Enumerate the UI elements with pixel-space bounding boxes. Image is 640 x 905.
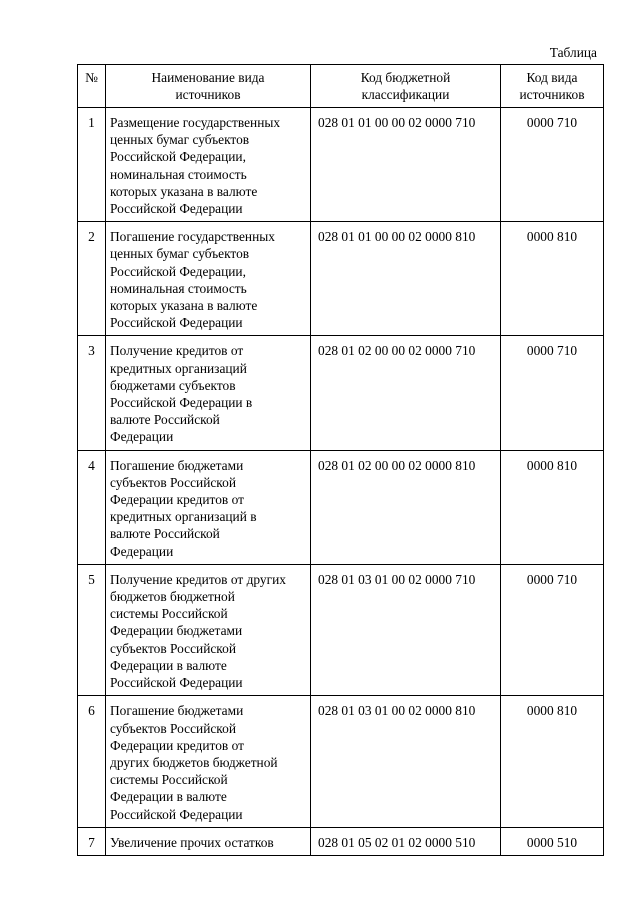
- cell-line: Российской Федерации,: [110, 263, 246, 279]
- cell-line: ценных бумаг субъектов: [110, 246, 250, 262]
- row-number: 7: [78, 827, 106, 855]
- cell-line: Получение кредитов от других: [110, 571, 286, 587]
- table-body: [78, 108, 604, 856]
- cell-line: субъектов Российской: [110, 640, 236, 656]
- table-row: [78, 564, 604, 695]
- header-kbk: [311, 65, 501, 108]
- cell-line: Российской Федерации: [110, 806, 243, 822]
- table-row: [78, 827, 604, 855]
- table-header-row: [78, 65, 604, 108]
- cell-line: системы Российской: [110, 772, 228, 788]
- cell-line: других бюджетов бюджетной: [110, 754, 278, 770]
- header-num: [78, 65, 106, 108]
- cell-line: Увеличение прочих остатков: [110, 834, 274, 850]
- cell-line: ценных бумаг субъектов: [110, 132, 250, 148]
- cell-line: валюте Российской: [110, 412, 220, 428]
- cell-line: Федерации кредитов от: [110, 737, 244, 753]
- source-type-code: 0000 710: [501, 564, 604, 695]
- cell-line: Погашение государственных: [110, 229, 275, 245]
- table-row: [78, 108, 604, 222]
- cell-line: Получение кредитов от: [110, 343, 244, 359]
- cell-line: Наименование вида: [151, 70, 265, 85]
- source-name: [106, 827, 311, 855]
- cell-line: источников: [519, 87, 585, 103]
- budget-classification-code: 028 01 02 00 00 02 0000 810: [311, 450, 501, 564]
- cell-line: кредитных организаций: [110, 360, 247, 376]
- source-type-code: 0000 710: [501, 336, 604, 450]
- cell-line: Федерации: [110, 429, 174, 445]
- cell-line: Федерации в валюте: [110, 789, 227, 805]
- cell-line: валюте Российской: [110, 526, 220, 542]
- cell-line: Код вида: [526, 70, 578, 85]
- cell-line: классификации: [361, 87, 450, 103]
- cell-line: источников: [175, 87, 241, 103]
- sources-table: [77, 64, 604, 856]
- cell-line: Размещение государственных: [110, 115, 281, 130]
- cell-line: субъектов Российской: [110, 720, 236, 736]
- cell-line: Российской Федерации: [110, 315, 243, 331]
- budget-classification-code: 028 01 03 01 00 02 0000 710: [311, 564, 501, 695]
- budget-classification-code: 028 01 03 01 00 02 0000 810: [311, 696, 501, 827]
- cell-line: которых указана в валюте: [110, 298, 258, 314]
- table-row: [78, 696, 604, 827]
- cell-line: бюджетами субъектов: [110, 377, 236, 393]
- cell-line: субъектов Российской: [110, 474, 236, 490]
- source-name: [106, 222, 311, 336]
- row-number: 2: [78, 222, 106, 336]
- cell-line: Федерации кредитов от: [110, 492, 244, 508]
- cell-line: Российской Федерации: [110, 201, 243, 217]
- row-number: 3: [78, 336, 106, 450]
- cell-line: Федерации в валюте: [110, 657, 227, 673]
- cell-line: №: [85, 70, 98, 85]
- budget-classification-code: 028 01 01 00 00 02 0000 810: [311, 222, 501, 336]
- row-number: 5: [78, 564, 106, 695]
- row-number: 6: [78, 696, 106, 827]
- budget-classification-code: 028 01 02 00 00 02 0000 710: [311, 336, 501, 450]
- table-row: [78, 222, 604, 336]
- cell-line: номинальная стоимость: [110, 166, 247, 182]
- cell-line: Погашение бюджетами: [110, 457, 244, 473]
- source-type-code: 0000 810: [501, 696, 604, 827]
- cell-line: Российской Федерации,: [110, 149, 246, 165]
- row-number: 1: [78, 108, 106, 222]
- cell-line: бюджетов бюджетной: [110, 589, 235, 605]
- source-name: [106, 450, 311, 564]
- source-name: [106, 108, 311, 222]
- budget-classification-code: 028 01 05 02 01 02 0000 510: [311, 827, 501, 855]
- source-name: [106, 336, 311, 450]
- cell-line: кредитных организаций в: [110, 509, 257, 525]
- cell-line: Код бюджетной: [360, 70, 451, 85]
- source-type-code: 0000 810: [501, 450, 604, 564]
- header-kod: [501, 65, 604, 108]
- cell-line: номинальная стоимость: [110, 280, 247, 296]
- cell-line: Федерации: [110, 543, 174, 559]
- cell-line: Погашение бюджетами: [110, 703, 244, 719]
- cell-line: Российской Федерации в: [110, 395, 253, 411]
- cell-line: Российской Федерации: [110, 675, 243, 691]
- cell-line: Федерации бюджетами: [110, 623, 243, 639]
- table-row: [78, 336, 604, 450]
- source-type-code: 0000 810: [501, 222, 604, 336]
- header-name: [106, 65, 311, 108]
- source-type-code: 0000 710: [501, 108, 604, 222]
- source-type-code: 0000 510: [501, 827, 604, 855]
- cell-line: системы Российской: [110, 606, 228, 622]
- cell-line: которых указана в валюте: [110, 183, 258, 199]
- source-name: [106, 564, 311, 695]
- source-name: [106, 696, 311, 827]
- budget-classification-code: 028 01 01 00 00 02 0000 710: [311, 108, 501, 222]
- table-row: [78, 450, 604, 564]
- table-caption: Таблица: [549, 45, 597, 60]
- row-number: 4: [78, 450, 106, 564]
